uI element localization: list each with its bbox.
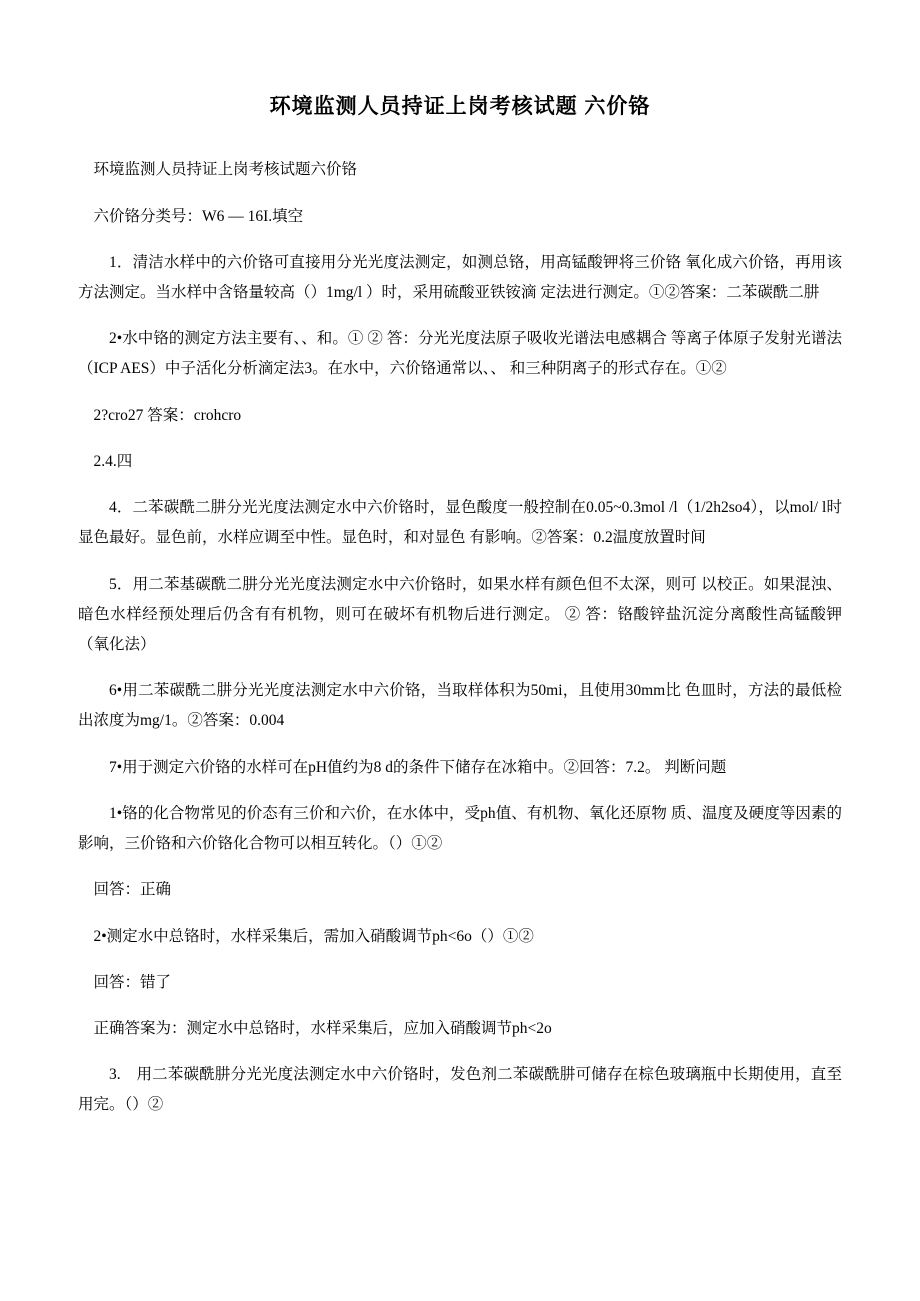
paragraph-note-24: 2.4.四 bbox=[93, 452, 133, 470]
page-title: 环境监测人员持证上岗考核试题 六价铬 bbox=[269, 95, 651, 118]
paragraph-question-4: 4．二苯碳酰二肼分光光度法测定水中六价铬时，显色酸度一般控制在0.05~0.3mol /l（1/2h2so4），以mol/ l时显色最好。显色前，水样应调至中性。显色时，和对显色 有影响。②答案：0.2温度放置时间 bbox=[78, 499, 842, 547]
paragraph-judgement-3: 3. 用二苯碳酰肼分光光度法测定水中六价铬时，发色剂二苯碳酰肼可储存在棕色玻璃瓶中长期使用，直至用完。（）② bbox=[78, 1066, 842, 1114]
document-body bbox=[78, 155, 842, 1120]
paragraph-judgement-2-correct: 正确答案为：测定水中总铬时，水样采集后，应加入硝酸调节ph<2o bbox=[93, 1019, 552, 1037]
paragraph-judgement-1-answer: 回答：正确 bbox=[93, 881, 172, 899]
paragraph-question-2: 2•水中铬的测定方法主要有、、和。① ② 答：分光光度法原子吸收光谱法电感耦合 等离子体原子发射光谱法（ICP AES）中子活化分析滴定法3。在水中，六价铬通常以、、 和三种阴离子的形式存在。①② bbox=[78, 330, 842, 378]
paragraph-category: 六价铬分类号：W6 — 16I.填空 bbox=[93, 207, 304, 225]
paragraph-judgement-2-answer: 回答：错了 bbox=[93, 973, 172, 991]
paragraph-question-7: 7•用于测定六价铬的水样可在pH值约为8 d的条件下储存在冰箱中。②回答：7.2。 判断问题 bbox=[109, 758, 727, 776]
paragraph-subtitle: 环境监测人员持证上岗考核试题六价铬 bbox=[93, 161, 358, 179]
paragraph-question-1: 1．清洁水样中的六价铬可直接用分光光度法测定，如测总铬，用高锰酸钾将三价铬 氧化成六价铬，再用该方法测定。当水样中含铬量较高（）1mg/l ）时，采用硫酸亚铁铵滴 定法进行测定。①②答案：二苯碳酰二肼 bbox=[78, 253, 842, 302]
paragraph-judgement-2: 2•测定水中总铬时，水样采集后，需加入硝酸调节ph<6o（）①② bbox=[93, 927, 534, 945]
paragraph-answer-2: 2?cro27 答案：crohcro bbox=[93, 406, 242, 424]
paragraph-question-6: 6•用二苯碳酰二肼分光光度法测定水中六价铬，当取样体积为50mi，且使用30mm比 色皿时，方法的最低检出浓度为mg/1。②答案：0.004 bbox=[78, 682, 842, 730]
paragraph-question-5: 5．用二苯基碳酰二肼分光光度法测定水中六价铬时，如果水样有颜色但不太深，则可 以校正。如果混浊、暗色水样经预处理后仍含有有机物，则可在破坏有机物后进行测定。 ② 答：铬酸锌盐沉淀分离酸性高锰酸钾（氧化法） bbox=[78, 575, 842, 654]
paragraph-judgement-1: 1•铬的化合物常见的价态有三价和六价，在水体中，受ph值、有机物、氧化还原物 质、温度及硬度等因素的影响，三价铬和六价铬化合物可以相互转化。（）①② bbox=[78, 804, 842, 853]
